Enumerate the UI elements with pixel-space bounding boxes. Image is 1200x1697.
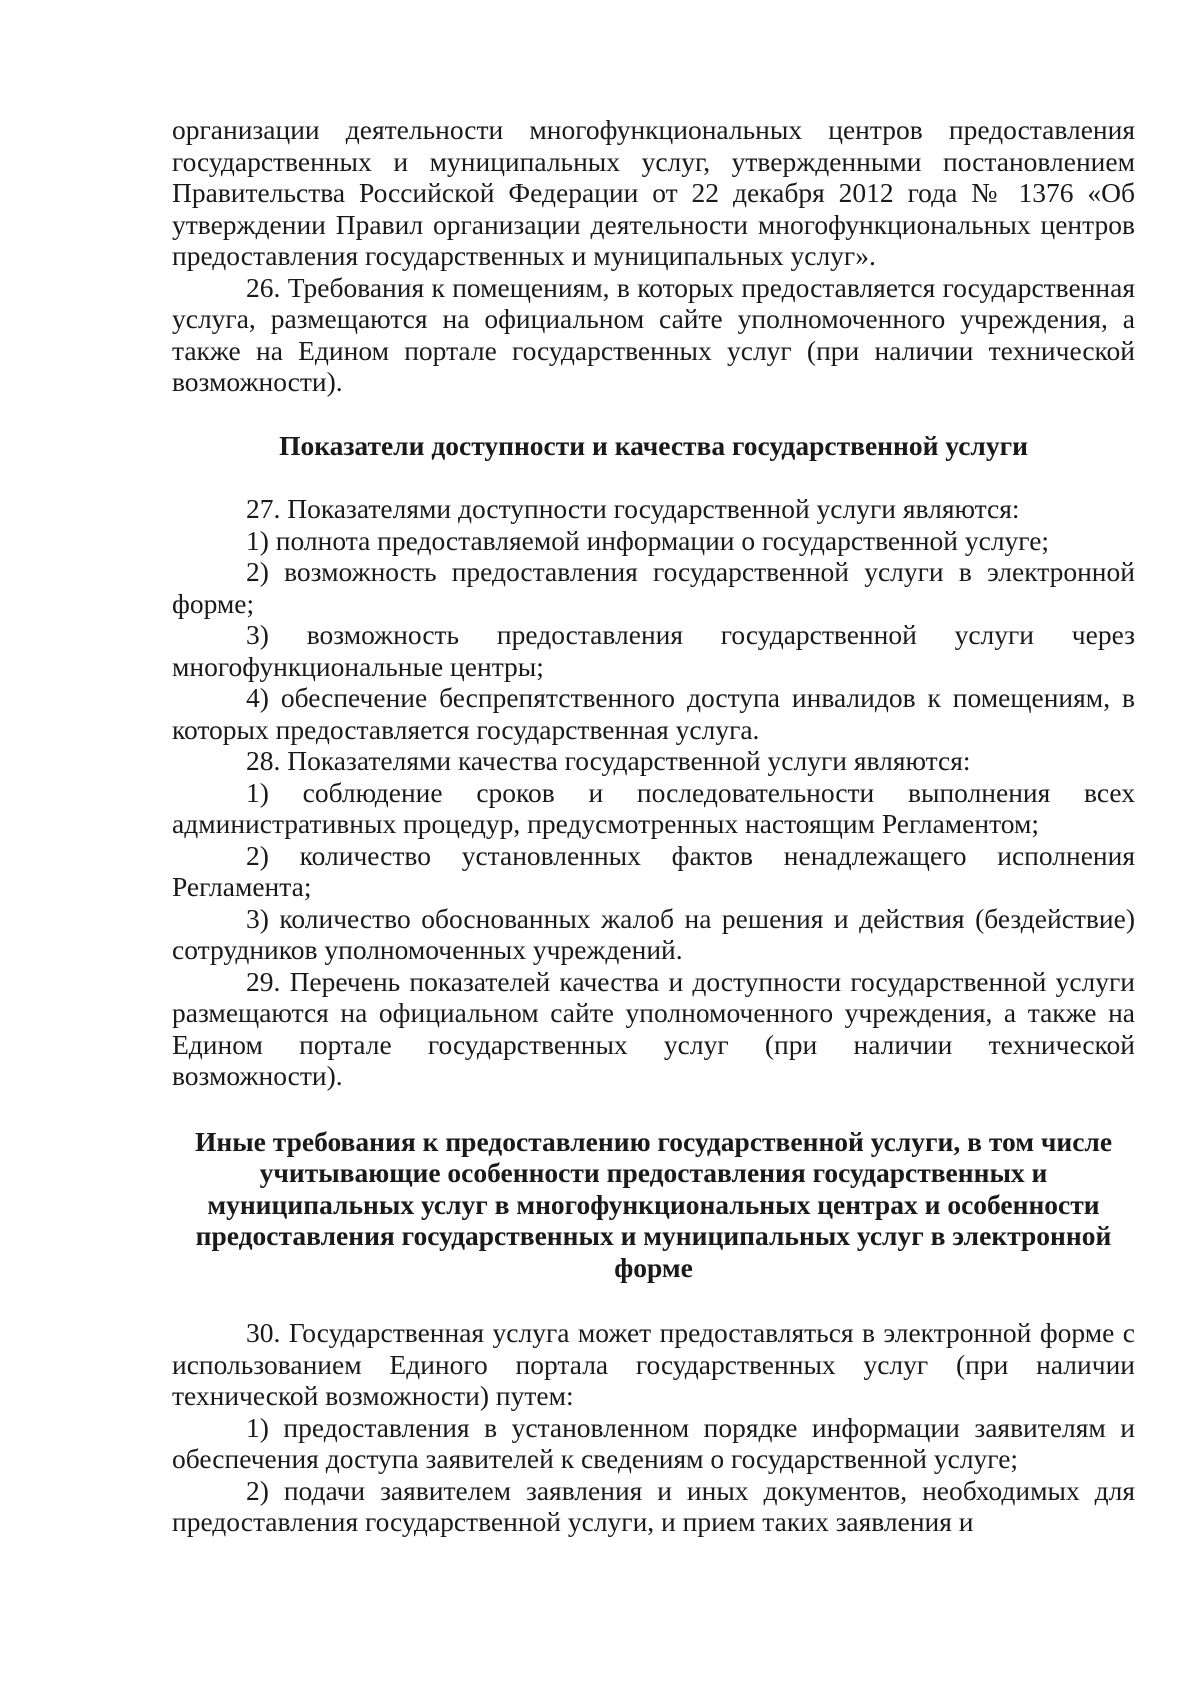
- spacer: [172, 461, 1135, 493]
- paragraph-30: 30. Государственная услуга может предоставляться в электронной форме с использованием Единого портала государственных услуг (при наличии технической возможности) путем:: [172, 1317, 1135, 1411]
- paragraph-28-item-2: 2) количество установленных фактов ненадлежащего исполнения Регламента;: [172, 839, 1135, 902]
- section-heading-accessibility-quality: Показатели доступности и качества государственной услуги: [279, 429, 1028, 461]
- paragraph-27-item-4: 4) обеспечение беспрепятственного доступа инвалидов к помещениям, в которых предоставляется государственная услуга.: [172, 682, 1135, 745]
- paragraph-28: 28. Показателями качества государственной услуги являются:: [246, 745, 971, 776]
- paragraph-25-continuation: организации деятельности многофункциональных центров предоставления государственных и муниципальных услуг, утвержденными постановлением Правительства Российской Федерации от 22 декабря 2012 года № 1376 «Об утверждении Правил организации деятельности многофункциональных центров предоставления государственных и муниципальных услуг».: [172, 114, 1135, 271]
- section-heading-other-requirements: Иные требования к предоставлению государственной услуги, в том числе учитывающие особенности предоставления государственных и муниципальных услуг в многофункциональных центрах и особенности предоставления государственных и муниципальных услуг в электронной форме: [194, 1125, 1113, 1283]
- paragraph-27-item-3: 3) возможность предоставления государственной услуги через многофункциональные центры;: [172, 619, 1135, 682]
- paragraph-30-item-1: 1) предоставления в установленном порядке информации заявителям и обеспечения доступа заявителей к сведениям о государственной услуге;: [172, 1411, 1135, 1474]
- paragraph-30-item-2: 2) подачи заявителем заявления и иных документов, необходимых для предоставления государственной услуги, и прием таких заявления и: [172, 1474, 1135, 1537]
- paragraph-27: 27. Показателями доступности государственной услуги являются:: [246, 493, 1020, 524]
- spacer: [172, 398, 1135, 430]
- document-page: [172, 114, 1135, 1538]
- spacer: [172, 1092, 1135, 1126]
- paragraph-28-item-3: 3) количество обоснованных жалоб на решения и действия (бездействие) сотрудников уполномоченных учреждений.: [172, 902, 1135, 965]
- spacer: [172, 1283, 1135, 1317]
- paragraph-27-item-2: 2) возможность предоставления государственной услуги в электронной форме;: [172, 556, 1135, 619]
- paragraph-29: 29. Перечень показателей качества и доступности государственной услуги размещаются на официальном сайте уполномоченного учреждения, а также на Едином портале государственных услуг (при наличии технической возможности).: [172, 965, 1135, 1091]
- paragraph-27-item-1: 1) полнота предоставляемой информации о государственной услуге;: [246, 524, 1050, 556]
- paragraph-28-item-1: 1) соблюдение сроков и последовательности выполнения всех административных процедур, предусмотренных настоящим Регламентом;: [172, 776, 1135, 839]
- paragraph-26: 26. Требования к помещениям, в которых предоставляется государственная услуга, размещаются на официальном сайте уполномоченного учреждения, а также на Едином портале государственных услуг (при наличии технической возможности).: [172, 271, 1135, 397]
